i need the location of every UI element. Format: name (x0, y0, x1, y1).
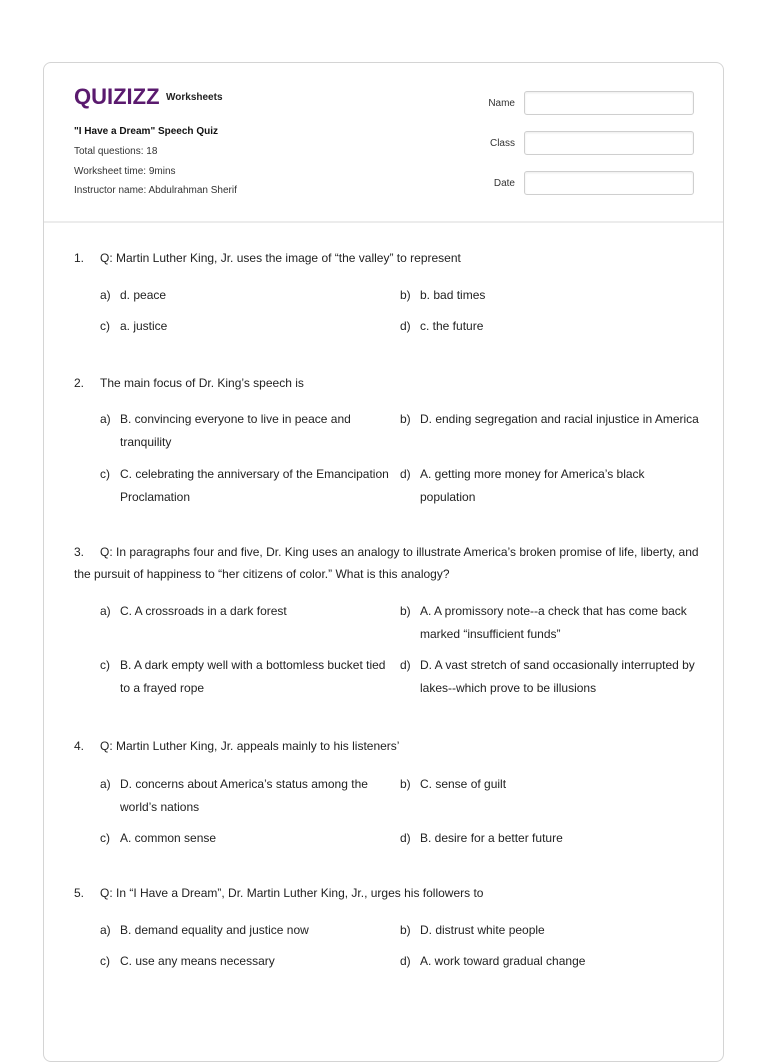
option-letter: c) (100, 467, 110, 481)
option-letter: a) (100, 604, 111, 618)
option-text: A. getting more money for America’s black population (420, 467, 645, 504)
option-text: A. work toward gradual change (420, 954, 586, 968)
option-c (100, 315, 390, 338)
option-c (100, 654, 390, 700)
question-number: 3. (74, 545, 85, 559)
option-b (400, 919, 700, 942)
logo-wordmark: QUIZIZZ (74, 84, 160, 109)
brand (74, 83, 223, 109)
quizizz-logo (74, 83, 160, 109)
worksheet (43, 62, 724, 1062)
option-c (100, 950, 390, 973)
name-input[interactable] (524, 91, 694, 115)
option-text: A. common sense (120, 831, 217, 845)
option-d (400, 315, 700, 338)
option-letter: d) (400, 954, 411, 968)
option-text: D. distrust white people (420, 923, 545, 937)
option-text: D. A vast stretch of sand occasionally interrupted by lakes--which prove to be illusions (420, 658, 695, 695)
option-c (100, 463, 390, 509)
option-b (400, 284, 700, 307)
option-text: C. celebrating the anniversary of the Emancipation Proclamation (120, 467, 389, 504)
option-letter: d) (400, 319, 411, 333)
option-a (100, 773, 390, 819)
option-text: C. sense of guilt (420, 777, 507, 791)
quiz-meta (74, 125, 237, 204)
question-text: The main focus of Dr. King’s speech is (100, 376, 304, 390)
option-d (400, 654, 700, 700)
option-letter: d) (400, 658, 411, 672)
option-text: c. the future (420, 319, 484, 333)
option-text: d. peace (120, 288, 167, 302)
option-letter: a) (100, 288, 111, 302)
option-d (400, 463, 700, 509)
option-letter: d) (400, 467, 411, 481)
option-b (400, 408, 700, 431)
total-questions: Total questions: 18 (74, 146, 158, 157)
option-letter: c) (100, 658, 110, 672)
option-letter: c) (100, 831, 110, 845)
question-text: Q: In paragraphs four and five, Dr. King uses an analogy to illustrate America’s broken promise of life, liberty, and the pursuit of happiness to “her citizens of color.” What is this analogy? (74, 545, 699, 581)
option-a (100, 408, 390, 454)
option-letter: c) (100, 319, 110, 333)
option-c (100, 827, 390, 850)
option-text: D. concerns about America’s status among the world’s nations (120, 777, 368, 814)
name-label: Name (488, 97, 515, 109)
option-letter: b) (400, 777, 411, 791)
option-b (400, 773, 700, 796)
option-letter: c) (100, 954, 110, 968)
quiz-title: "I Have a Dream" Speech Quiz (74, 126, 218, 137)
worksheet-header (44, 63, 723, 223)
option-text: a. justice (120, 319, 168, 333)
question-number: 1. (74, 251, 85, 265)
question-number: 5. (74, 886, 85, 900)
option-letter: a) (100, 412, 111, 426)
question-text: Q: Martin Luther King, Jr. uses the image of “the valley” to represent (100, 251, 461, 265)
class-label: Class (489, 137, 515, 149)
option-text: D. ending segregation and racial injustice in America (420, 412, 699, 426)
option-text: C. A crossroads in a dark forest (120, 604, 287, 618)
option-text: B. convincing everyone to live in peace and tranquility (120, 412, 351, 449)
question-text: Q: In “I Have a Dream”, Dr. Martin Luther King, Jr., urges his followers to (100, 886, 484, 900)
option-text: C. use any means necessary (120, 954, 275, 968)
option-d (400, 827, 700, 850)
date-label: Date (493, 177, 515, 189)
question-text: Q: Martin Luther King, Jr. appeals mainly to his listeners’ (100, 739, 400, 753)
option-letter: b) (400, 604, 411, 618)
option-letter: b) (400, 288, 411, 302)
option-d (400, 950, 700, 973)
option-letter: d) (400, 831, 411, 845)
option-a (100, 284, 390, 307)
option-a (100, 919, 390, 942)
date-field-row (464, 171, 694, 195)
option-text: B. desire for a better future (420, 831, 563, 845)
class-field-row (464, 131, 694, 155)
name-field-row (464, 91, 694, 115)
worksheet-time: Worksheet time: 9mins (74, 165, 176, 177)
option-text: A. A promissory note--a check that has come back marked “insufficient funds” (420, 604, 687, 641)
option-letter: b) (400, 923, 411, 937)
date-input[interactable] (524, 171, 694, 195)
option-text: B. A dark empty well with a bottomless bucket tied to a frayed rope (120, 658, 386, 695)
brand-subtitle: Worksheets (166, 92, 223, 103)
class-input[interactable] (524, 131, 694, 155)
question-number: 2. (74, 376, 85, 390)
option-letter: b) (400, 412, 411, 426)
option-text: B. demand equality and justice now (120, 923, 309, 937)
option-a (100, 600, 390, 623)
question-number: 4. (74, 739, 85, 753)
instructor-name: Instructor name: Abdulrahman Sherif (74, 185, 237, 196)
option-b (400, 600, 700, 646)
option-letter: a) (100, 923, 111, 937)
option-letter: a) (100, 777, 111, 791)
option-text: b. bad times (420, 288, 486, 302)
